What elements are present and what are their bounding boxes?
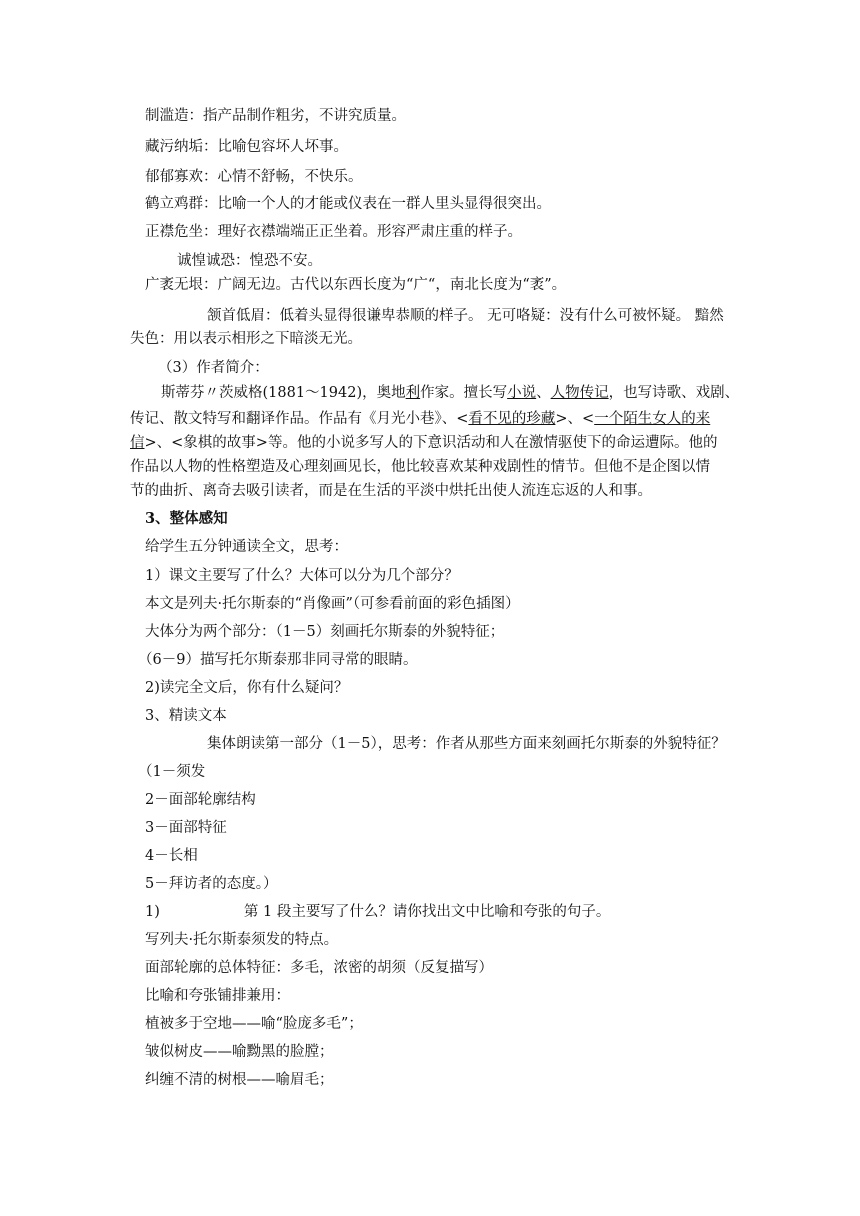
text-line: 植被多于空地——喻“脸庞多毛”；	[145, 1016, 363, 1032]
link-text: 一个陌生女人的来	[594, 411, 711, 427]
definition-line: 诚惶诚恐：惶恐不安。	[177, 253, 322, 269]
section-heading: 3、整体感知	[145, 510, 228, 527]
text-line: 面部轮廓的总体特征：多毛，浓密的胡须（反复描写）	[145, 960, 493, 976]
section-heading: 3、精读文本	[145, 708, 227, 724]
question-line	[145, 902, 745, 922]
link-text: 小说	[507, 385, 537, 401]
list-item: 2－面部轮廓结构	[145, 792, 256, 808]
list-item: 3－面部特征	[145, 820, 227, 836]
multi-definition-line: 颔首低眉：低着头显得很谦卑恭顺的样子。 无可咯疑：没有什么可被怀疑。 黯然	[207, 308, 724, 324]
text-line: 1）课文主要写了什么？大体可以分为几个部分？	[145, 568, 459, 584]
link-text: 看不见的珍藏	[468, 411, 556, 427]
text-line: 2)读完全文后，你有什么疑问？	[145, 680, 349, 696]
link-text: 人物传记	[550, 385, 609, 401]
text-line: 写列夫·托尔斯泰须发的特点。	[145, 932, 339, 948]
author-paragraph-line: 作品以人物的性格塑造及心理刻画见长，他比较喜欢某种戏剧性的情节。但他不是企图以情	[130, 459, 710, 475]
question-number: 1)	[145, 904, 160, 920]
text-line: 比喻和夸张铺排兼用：	[145, 988, 290, 1004]
multi-definition-line: 失色：用以表示相形之下暗淡无光。	[130, 331, 362, 347]
question-text: 第 1 段主要写了什么？请你找出文中比喻和夸张的句子。	[243, 904, 611, 920]
definition-line: 正襟危坐：理好衣襟端端正正坐着。形容严肃庄重的样子。	[145, 224, 522, 240]
text-line: 集体朗读第一部分（1－5），思考：作者从那些方面来刻画托尔斯泰的外貌特征？	[207, 736, 726, 752]
author-heading: （3）作者简介：	[158, 360, 269, 376]
definition-line: 鹤立鸡群：比喻一个人的才能或仪表在一群人里头显得很突出。	[145, 196, 551, 212]
author-paragraph-line: 传记、散文特写和翻译作品。作品有《月光小巷》、<看不见的珍藏>、<一个陌生女人的来	[130, 411, 711, 427]
list-item: 5－拜访者的态度。）	[145, 876, 278, 892]
list-item: （1－须发	[138, 764, 206, 780]
author-paragraph-line: 信>、<象棋的故事>等。他的小说多写人的下意识活动和人在激情驱使下的命运遭际。他的	[130, 435, 718, 451]
definition-line: 藏污纳垢：比喻包容坏人坏事。	[145, 139, 348, 155]
text-line: 给学生五分钟通读全文，思考：	[145, 539, 348, 555]
definition-line: 制滥造：指产品制作粗劣，不讲究质量。	[145, 108, 406, 124]
list-item: 4－长相	[145, 848, 198, 864]
text-line: 皱似树皮——喻黝黑的脸膛；	[145, 1044, 334, 1060]
author-paragraph-line: 节的曲折、离奇去吸引读者，而是在生活的平淡中烘托出使人流连忘返的人和事。	[130, 483, 652, 499]
definition-line: 广袤无垠：广阔无边。古代以东西长度为“广“，南北长度为“袤”。	[145, 277, 567, 293]
text-line: （6－9）描写托尔斯泰那非同寻常的眼睛。	[138, 652, 418, 668]
definition-line: 郁郁寡欢：心情不舒畅，不快乐。	[145, 169, 363, 185]
author-paragraph-line: 斯蒂芬〃茨威格(1881～1942)，奥地利作家。擅长写小说、人物传记，也写诗歌、戏剧、	[161, 385, 740, 401]
text-line: 大体分为两个部分：（1－5）刻画托尔斯泰的外貌特征；	[145, 624, 505, 640]
text-line: 本文是列夫·托尔斯泰的“肖像画”（可参看前面的彩色插图）	[145, 596, 520, 612]
link-text: 利	[405, 385, 421, 401]
link-text: 信	[130, 435, 145, 451]
text-line: 纠缠不清的树根——喻眉毛；	[145, 1072, 334, 1088]
